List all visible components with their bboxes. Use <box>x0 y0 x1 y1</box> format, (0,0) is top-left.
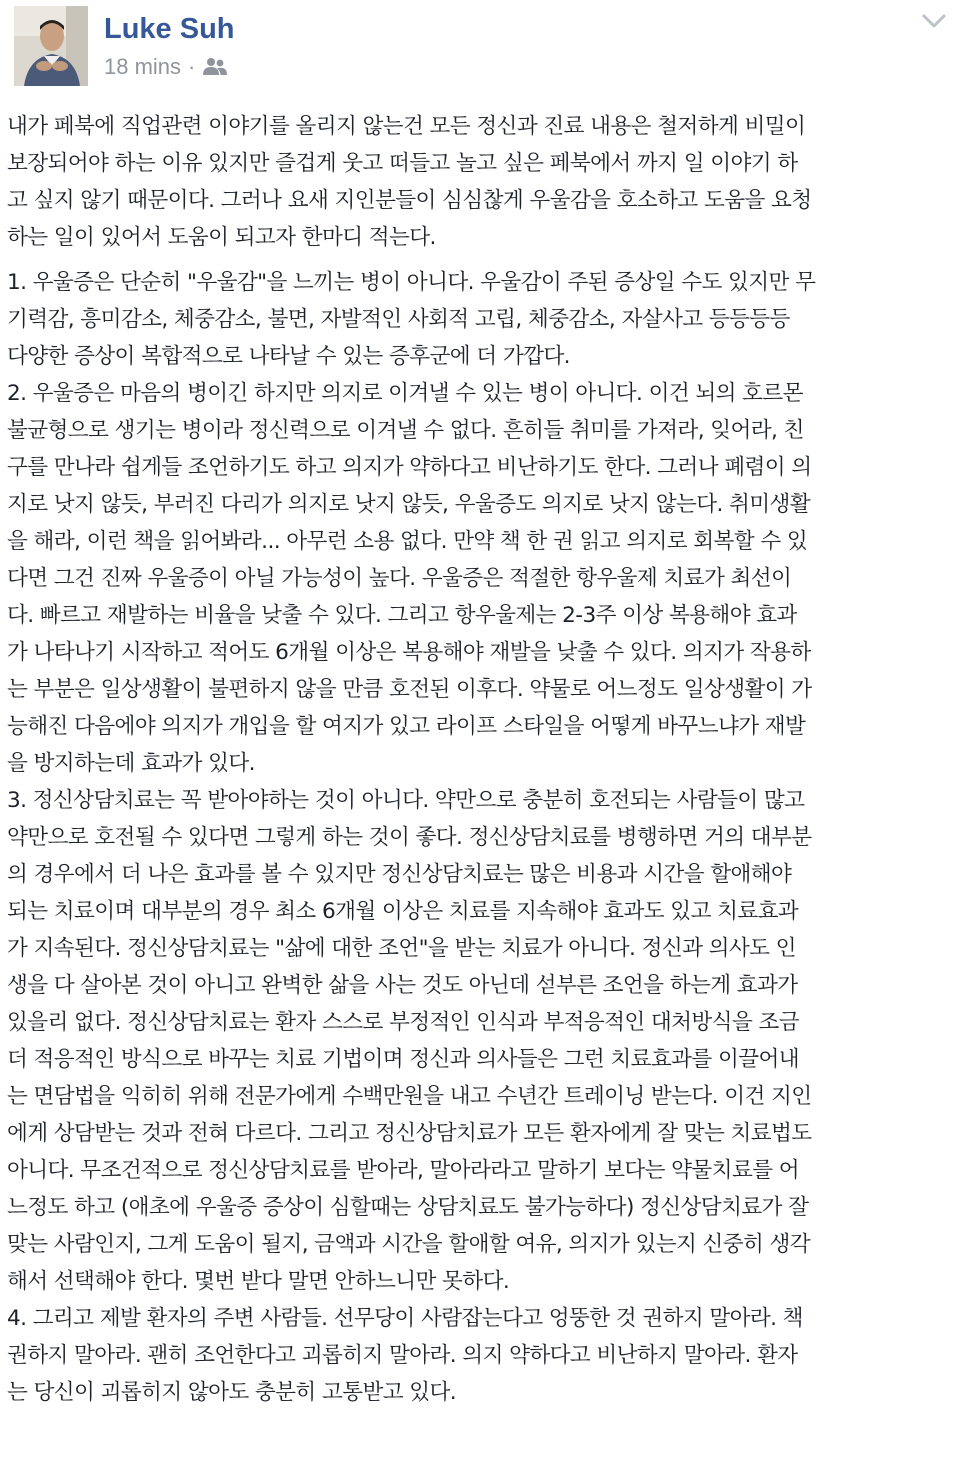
post-paragraph-4: 4. 그리고 제발 환자의 주변 사람들. 선무당이 사람잡는다고 엉뚱한 것 권하지 말아라. 책 권하지 말아라. 괜히 조언한다고 괴롭히지 말아라. 의지 약하다고 비난하지 말아라. 환자 는 당신이 괴롭히지 않아도 충분히 고통받고 있다. <box>7 1306 803 1405</box>
post-timestamp[interactable]: 18 mins <box>104 54 182 79</box>
profile-photo <box>14 6 88 86</box>
meta-separator: · <box>188 54 196 79</box>
post-meta <box>104 54 228 80</box>
avatar[interactable] <box>14 6 88 86</box>
chevron-down-icon <box>920 10 948 32</box>
post-paragraph-3: 3. 정신상담치료는 꼭 받아야하는 것이 아니다. 약만으로 충분히 호전되는 사람들이 많고 약만으로 호전될 수 있다면 그렇게 하는 것이 좋다. 정신상담치료를 병행하면 거의 대부분 의 경우에서 더 나은 효과를 볼 수 있지만 정신상담치료는 많은 비용과 시간을 할애해야 되는 치료이며 대부분의 경우 최소 6개월 이상은 치료를 지속해야 효과도 있고 치료효과 가 지속된다. 정신상담치료는 "삶에 대한 조언"을 받는 치료가 아니다. 정신과 의사도 인 생을 다 살아본 것이 아니고 완벽한 삶을 사는 것도 아닌데 섣부른 조언을 하는게 효과가 있을리 없다. 정신상담치료는 환자 스스로 부정적인 인식과 부적응적인 대처방식을 조금 더 적응적인 방식으로 바꾸는 치료 기법이며 정신과 의사들은 그런 치료효과를 이끌어내 는 면담법을 익히히 위해 전문가에게 수백만원을 내고 수년간 트레이닝 받는다. 이건 지인 에게 상담받는 것과 전혀 다르다. 그리고 정신상담치료가 모든 환자에게 잘 맞는 치료법도 아니다. 무조건적으로 정신상담치료를 받아라, 말아라라고 말하기 보다는 약물치료를 어 느정도 하고 (애초에 우울증 증상이 심할때는 상담치료도 불가능하다) 정신상담치료가 잘 맞는 사람인지, 그게 도움이 될지, 금액과 시간을 할애할 여유, 의지가 있는지 신중히 생각 해서 선택해야 한다. 몇번 받다 말면 안하느니만 못하다. <box>7 788 812 1294</box>
post-options-button[interactable] <box>920 10 948 32</box>
author-name[interactable]: Luke Suh <box>104 13 235 45</box>
post-paragraph-2: 2. 우울증은 마음의 병이긴 하지만 의지로 이겨낼 수 있는 병이 아니다. 이건 뇌의 호르몬 불균형으로 생기는 병이라 정신력으로 이겨낼 수 없다. 흔히들 취미를 가져라, 잊어라, 친 구를 만나라 쉽게들 조언하기도 하고 의지가 약하다고 비난하기도 한다. 그러나 폐렴이 의 지로 낫지 않듯, 부러진 다리가 의지로 낫지 않듯, 우울증도 의지로 낫지 않는다. 취미생활 을 해라, 이런 책을 읽어봐라... 아무런 소용 없다. 만약 책 한 권 읽고 의지로 회복할 수 있 다면 그건 진짜 우울증이 아닐 가능성이 높다. 우울증은 적절한 항우울제 치료가 최선이 다. 빠르고 재발하는 비율을 낮출 수 있다. 그리고 항우울제는 2-3주 이상 복용해야 효과 가 나타나기 시작하고 적어도 6개월 이상은 복용해야 재발을 낮출 수 있다. 의지가 작용하 는 부분은 일상생활이 불편하지 않을 만큼 호전된 이후다. 약물로 어느정도 일상생활이 가 능해진 다음에야 의지가 개입을 할 여지가 있고 라이프 스타일을 어떻게 바꾸느냐가 재발 을 방지하는데 효과가 있다. <box>7 381 812 776</box>
post-paragraph-intro: 내가 페북에 직업관련 이야기를 올리지 않는건 모든 정신과 진료 내용은 철저하게 비밀이 보장되어야 하는 이유 있지만 즐겁게 웃고 떠들고 놀고 싶은 페북에서 까지 일 이야기 하 고 싶지 않기 때문이다. 그러나 요새 지인분들이 심심찮게 우울감을 호소하고 도움을 요청 하는 일이 있어서 도움이 되고자 한마디 적는다. <box>7 114 812 250</box>
post-body <box>7 108 957 1411</box>
friends-icon[interactable] <box>202 57 228 77</box>
post-header <box>0 0 962 96</box>
post-paragraph-1: 1. 우울증은 단순히 "우울감"을 느끼는 병이 아니다. 우울감이 주된 증상일 수도 있지만 무 기력감, 흥미감소, 체중감소, 불면, 자발적인 사회적 고립, 체중감소, 자살사고 등등등등 다양한 증상이 복합적으로 나타날 수 있는 증후군에 더 가깝다. <box>7 270 816 369</box>
